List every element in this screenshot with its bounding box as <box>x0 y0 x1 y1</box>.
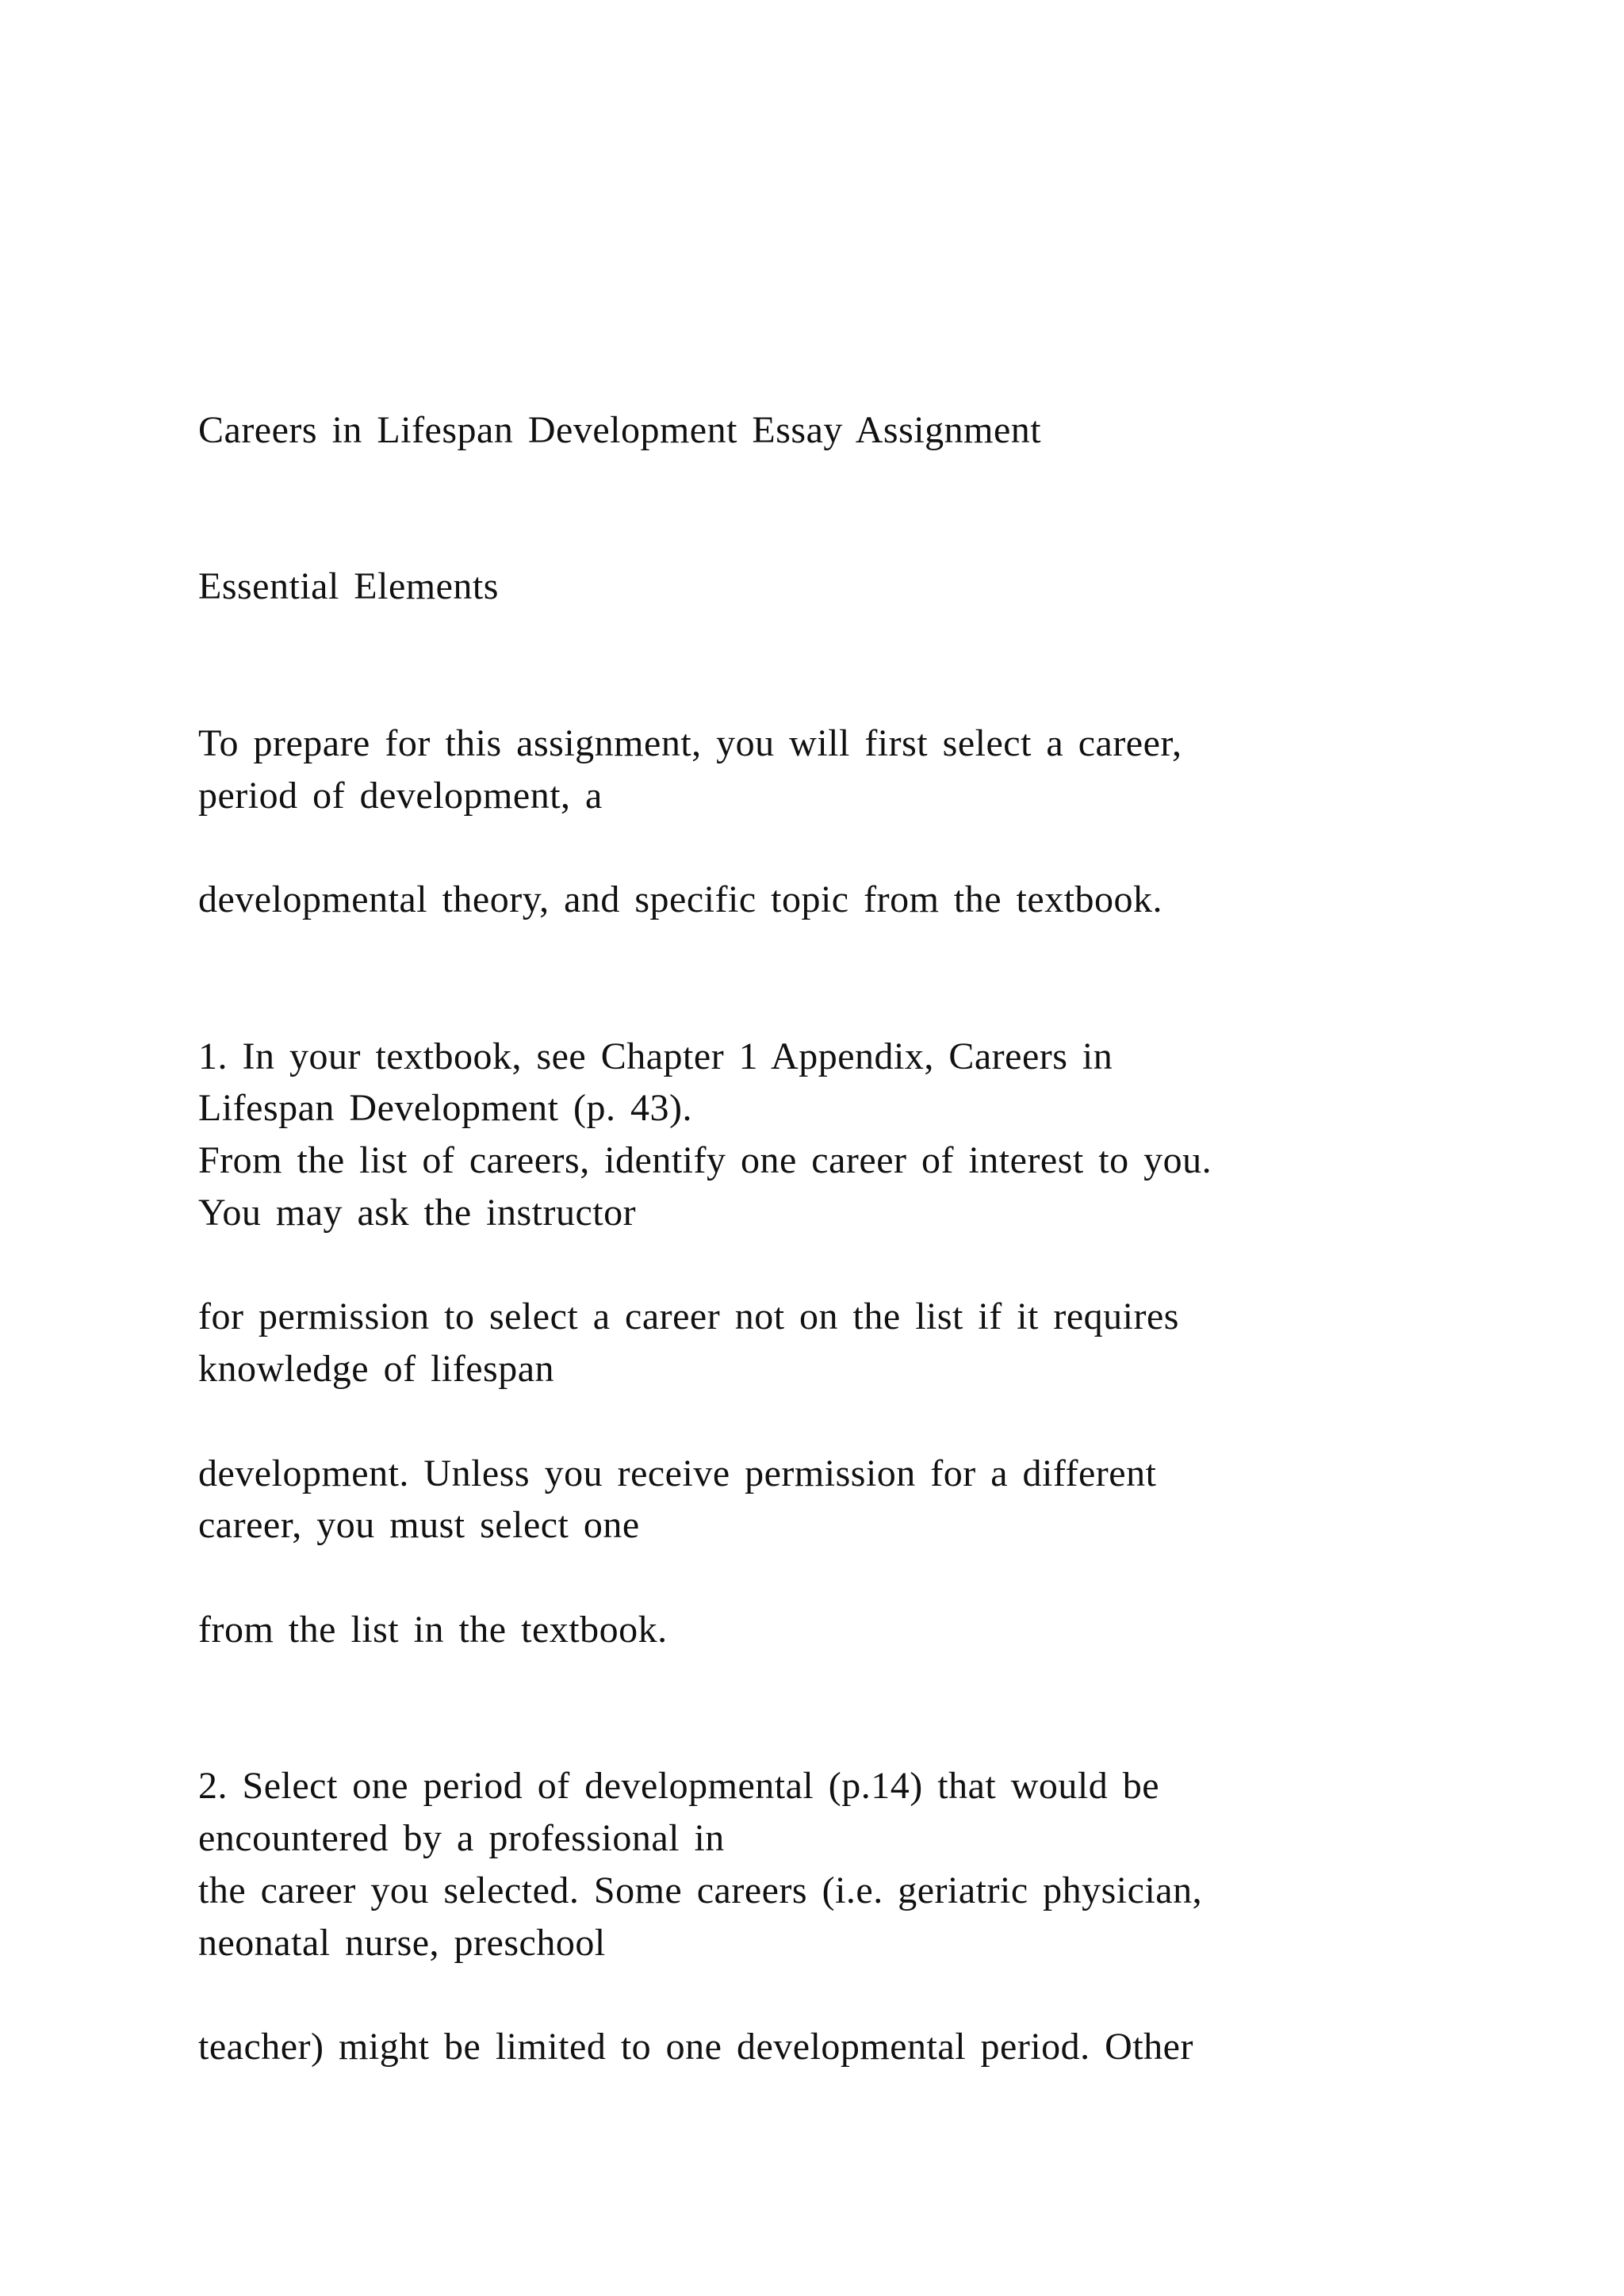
text-line: neonatal nurse, preschool <box>198 1922 606 1964</box>
text-line: development. Unless you receive permission for a different <box>198 1452 1157 1494</box>
text-line: 2. Select one period of developmental (p.14) that would be <box>198 1765 1160 1807</box>
text-line: from the list in the textbook. <box>198 1609 668 1651</box>
text-line: career, you must select one <box>198 1504 640 1546</box>
document-title: Careers in Lifespan Development Essay Assignment <box>198 409 1042 451</box>
text-line: To prepare for this assignment, you will first select a career, <box>198 722 1182 764</box>
text-line: teacher) might be limited to one developmental period. Other <box>198 2026 1193 2068</box>
text-line: for permission to select a career not on the list if it requires <box>198 1295 1179 1337</box>
text-line: encountered by a professional in <box>198 1817 725 1859</box>
text-line: You may ask the instructor <box>198 1192 637 1234</box>
text-line: 1. In your textbook, see Chapter 1 Appendix, Careers in <box>198 1035 1113 1077</box>
text-line: period of development, a <box>198 775 603 817</box>
text-line: the career you selected. Some careers (i.e. geriatric physician, <box>198 1869 1203 1911</box>
text-line: knowledge of lifespan <box>198 1348 555 1390</box>
text-line: developmental theory, and specific topic from the textbook. <box>198 878 1163 920</box>
section-heading: Essential Elements <box>198 565 499 607</box>
text-line: Lifespan Development (p. 43). <box>198 1087 692 1129</box>
text-line: From the list of careers, identify one career of interest to you. <box>198 1139 1212 1181</box>
